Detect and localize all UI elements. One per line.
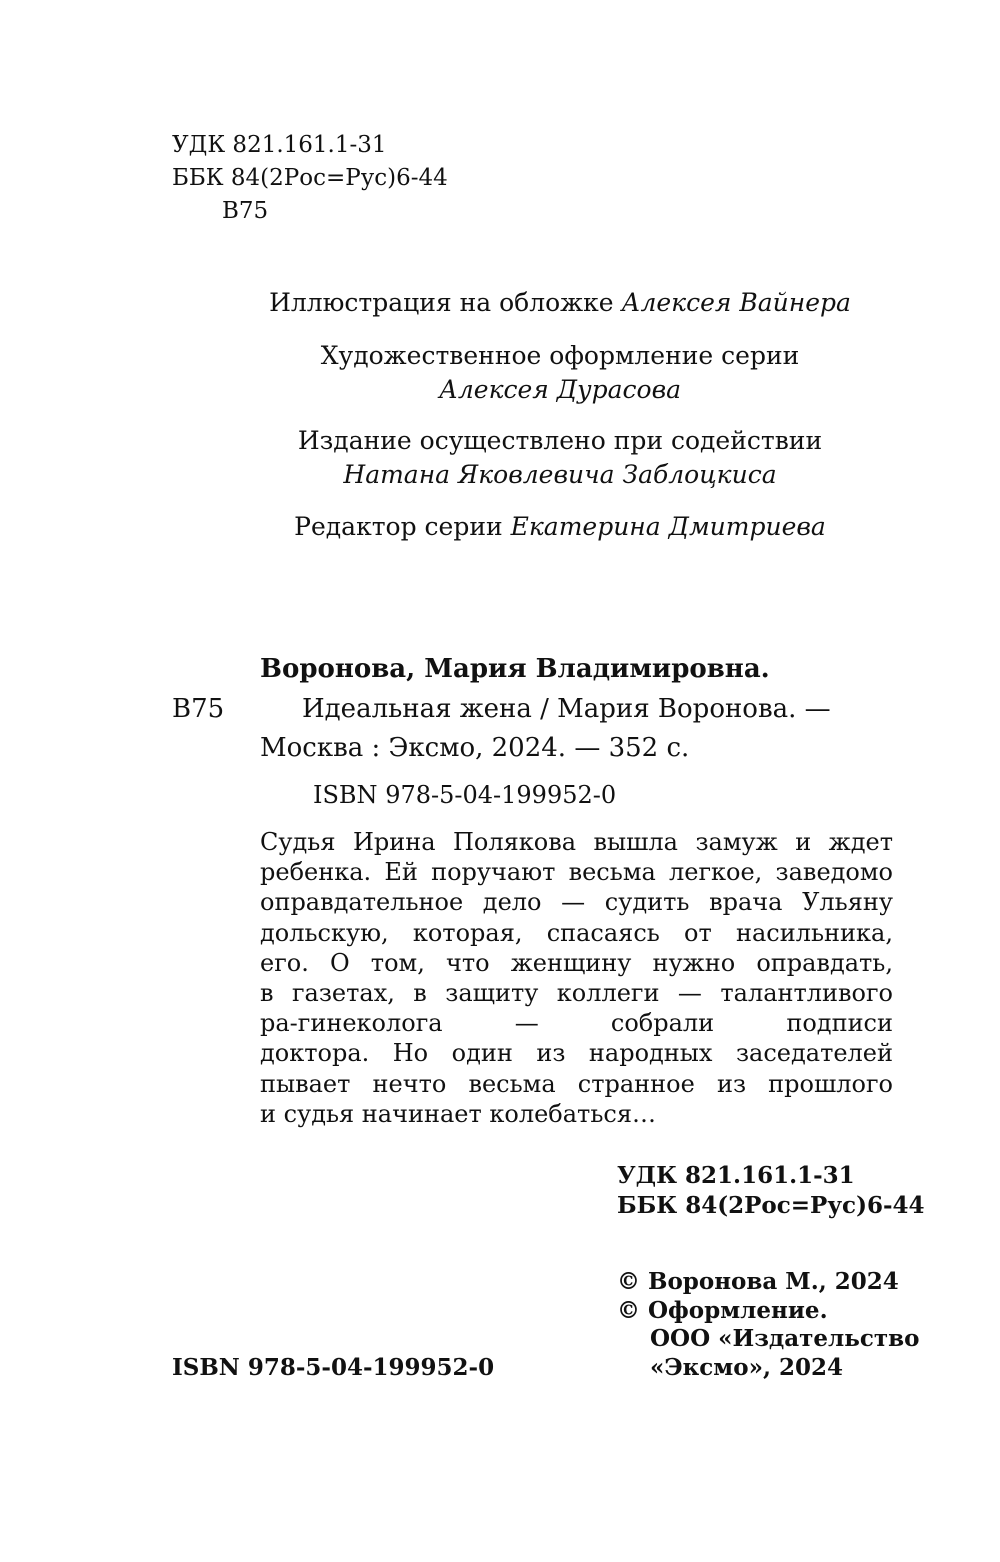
description-line: и судья начинает колебаться… (260, 1099, 656, 1128)
credit-editor (160, 510, 960, 544)
isbn-record: ISBN 978-5-04-199952-0 (313, 781, 617, 809)
copyright-design: © Оформление. (617, 1297, 828, 1324)
bbk-code-top: ББК 84(2Рос=Рус)6-44 (172, 165, 448, 191)
publisher-line: Москва : Эксмо, 2024. — 352 с. (260, 733, 690, 763)
description-line: в газетах, в защиту коллеги — талантливого (260, 978, 893, 1007)
author-mark-top: В75 (222, 198, 269, 224)
isbn-footer: ISBN 978-5-04-199952-0 (172, 1354, 495, 1381)
support-label: Издание осуществлено при содействии (297, 426, 823, 455)
copyright-author: © Воронова М., 2024 (617, 1268, 899, 1295)
copyright-publisher: ООО «Издательство (650, 1325, 920, 1352)
credit-illustration (160, 286, 960, 320)
series-design-label: Художественное оформление серии (320, 341, 800, 370)
description-line: его. О том, что женщину нужно оправдать, (260, 948, 893, 977)
credit-support (160, 424, 960, 492)
bbk-code-bottom: ББК 84(2Рос=Рус)6-44 (617, 1192, 925, 1219)
illustration-name: Алексея Вайнера (621, 288, 851, 317)
udk-code-bottom: УДК 821.161.1-31 (617, 1162, 855, 1189)
support-name: Натана Яковлевича Заблоцкиса (343, 460, 777, 489)
editor-name: Екатерина Дмитриева (510, 512, 826, 541)
title-line: Идеальная жена / Мария Воронова. — (302, 694, 831, 724)
book-description (260, 827, 893, 1129)
description-line: дольскую, которая, спасаясь от насильника, (260, 918, 893, 947)
udk-code-top: УДК 821.161.1-31 (172, 132, 387, 158)
description-line: ра-гинеколога — собрали подписи (260, 1009, 893, 1038)
description-line: Судья Ирина Полякова вышла замуж и ждет (260, 828, 893, 856)
description-line: ребенка. Ей поручают весьма легкое, заведомо (260, 858, 893, 887)
series-design-name: Алексея Дурасова (438, 375, 682, 404)
description-line: доктора. Но один из народных заседателей (260, 1039, 893, 1068)
author-mark: В75 (172, 694, 225, 724)
credit-series-design (160, 339, 960, 407)
description-line: пывает нечто весьма странное из прошлого (260, 1069, 893, 1098)
copyright-publisher-year: «Эксмо», 2024 (650, 1354, 844, 1381)
author-heading: Воронова, Мария Владимировна. (260, 654, 770, 684)
description-line: оправдательное дело — судить врача Ульяну (260, 888, 893, 917)
editor-label: Редактор серии (294, 512, 511, 541)
illustration-label: Иллюстрация на обложке (269, 288, 622, 317)
